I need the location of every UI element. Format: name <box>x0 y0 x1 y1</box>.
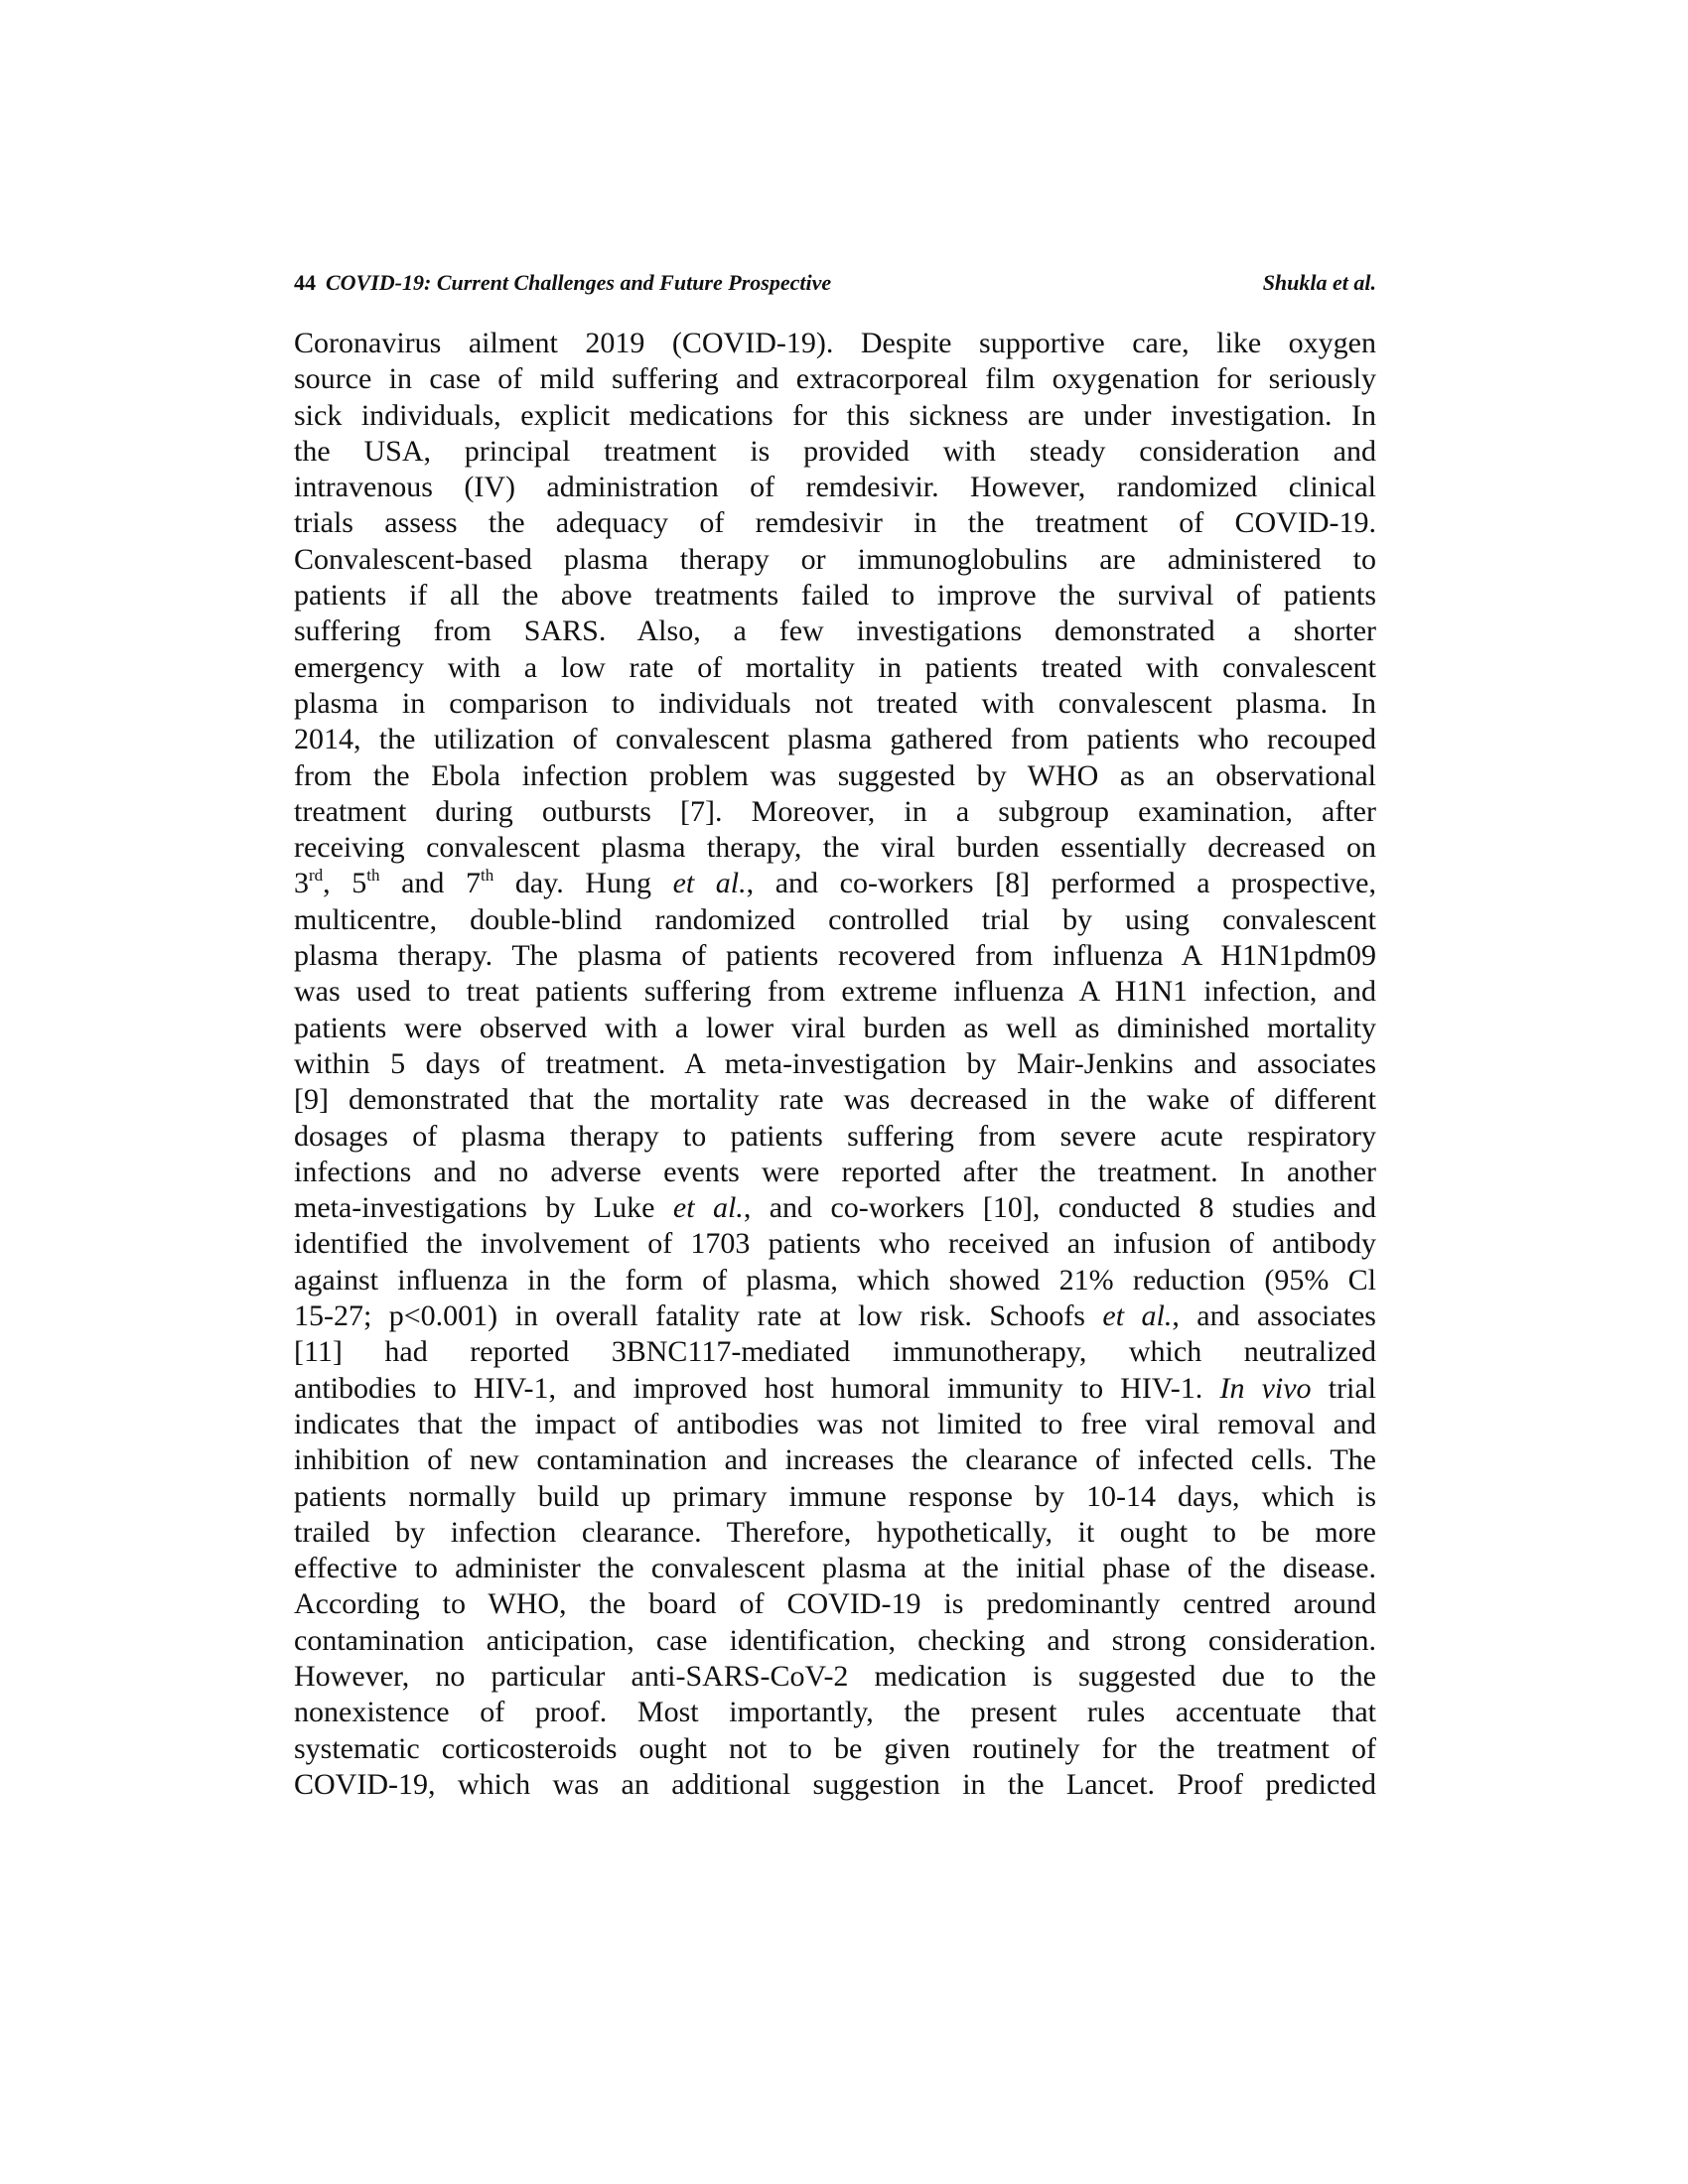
text-run: Coronavirus ailment 2019 (COVID-19). Despite supportive care, like oxygen <box>294 327 1376 359</box>
text-run: source in case of mild suffering and extracorporeal film oxygenation for seriously <box>294 362 1376 396</box>
text-run: nonexistence of proof. Most importantly, the present rules accentuate that <box>294 1696 1376 1729</box>
superscript: rd <box>309 866 324 886</box>
text-line <box>294 614 1376 649</box>
text-run: , and co-workers [10], conducted 8 studies and <box>743 1191 1376 1225</box>
text-line <box>294 974 1376 1010</box>
text-line <box>294 1442 1376 1478</box>
text-run: within 5 days of treatment. A meta-investigation by Mair-Jenkins and associates <box>294 1046 1376 1080</box>
text-run: Convalescent-based plasma therapy or immunoglobulins are administered to <box>294 542 1376 576</box>
text-line <box>294 1623 1376 1659</box>
text-run: day. Hung <box>493 867 673 900</box>
superscript: th <box>366 866 380 886</box>
text-run: indicates that the impact of antibodies was not limited to free viral removal and <box>294 1407 1376 1440</box>
text-line <box>294 650 1376 686</box>
text-line <box>294 758 1376 794</box>
text-line <box>294 1551 1376 1586</box>
text-run: 15-27; p<0.001) in overall fatality rate at low risk. Schoofs <box>294 1299 1103 1333</box>
text-run: receiving convalescent plasma therapy, the viral burden essentially decreased on <box>294 831 1376 865</box>
text-run: contamination anticipation, case identification, checking and strong consideration. <box>294 1623 1376 1657</box>
text-line <box>294 722 1376 757</box>
text-run: emergency with a low rate of mortality in patients treated with convalescent <box>294 650 1376 684</box>
text-run: intravenous (IV) administration of remdesivir. However, randomized clinical <box>294 471 1376 504</box>
text-line <box>294 1407 1376 1442</box>
text-run: was used to treat patients suffering from extreme influenza A H1N1 infection, and <box>294 975 1376 1009</box>
text-run: effective to administer the convalescent plasma at the initial phase of the disease. <box>294 1552 1376 1585</box>
text-run: [9] demonstrated that the mortality rate was decreased in the wake of different <box>294 1083 1376 1117</box>
text-run: However, no particular anti-SARS-CoV-2 medication is suggested due to the <box>294 1659 1376 1693</box>
text-line <box>294 938 1376 974</box>
text-run: trial <box>1311 1371 1377 1405</box>
text-line <box>294 1334 1376 1370</box>
text-run: According to WHO, the board of COVID-19 is predominantly centred around <box>294 1587 1376 1621</box>
body-text <box>294 326 1376 1803</box>
text-run: , 5 <box>323 867 367 900</box>
italic-text: et al. <box>672 867 747 900</box>
text-run: antibodies to HIV-1, and improved host humoral immunity to HIV-1. <box>294 1371 1220 1405</box>
text-run: patients normally build up primary immune response by 10-14 days, which is <box>294 1479 1376 1513</box>
italic-text: In vivo <box>1219 1371 1312 1405</box>
text-line <box>294 1046 1376 1082</box>
text-line <box>294 686 1376 722</box>
text-run: dosages of plasma therapy to patients suffering from severe acute respiratory <box>294 1119 1376 1153</box>
text-line <box>294 326 1376 361</box>
text-line <box>294 361 1376 397</box>
text-line <box>294 1479 1376 1515</box>
text-run: identified the involvement of 1703 patients who received an infusion of antibody <box>294 1227 1376 1261</box>
superscript: th <box>481 866 494 886</box>
text-run: trials assess the adequacy of remdesivir in the treatment of COVID-19. <box>294 506 1376 540</box>
italic-text: et al. <box>672 1191 744 1225</box>
text-line <box>294 578 1376 614</box>
text-line <box>294 1515 1376 1551</box>
author-credit: Shukla et al. <box>1262 270 1376 295</box>
text-run: plasma therapy. The plasma of patients recovered from influenza A H1N1pdm09 <box>294 939 1376 973</box>
book-title: COVID-19: Current Challenges and Future Prospective <box>326 270 832 295</box>
text-run: [11] had reported 3BNC117-mediated immunotherapy, which neutralized <box>294 1335 1376 1369</box>
text-line <box>294 1155 1376 1190</box>
text-run: , and co-workers [8] performed a prospective, <box>746 867 1376 900</box>
text-line <box>294 830 1376 866</box>
text-line <box>294 470 1376 505</box>
text-line <box>294 1371 1376 1407</box>
text-run: COVID-19, which was an additional suggestion in the Lancet. Proof predicted <box>294 1767 1376 1801</box>
text-line <box>294 1767 1376 1803</box>
italic-text: et al. <box>1102 1299 1173 1333</box>
text-run: systematic corticosteroids ought not to be given routinely for the treatment of <box>294 1731 1376 1765</box>
text-run: treatment during outbursts [7]. Moreover, in a subgroup examination, after <box>294 794 1376 828</box>
text-run: multicentre, double-blind randomized controlled trial by using convalescent <box>294 902 1376 936</box>
text-run: 3 <box>294 867 309 900</box>
text-run: trailed by infection clearance. Therefore, hypothetically, it ought to be more <box>294 1515 1376 1549</box>
text-line <box>294 866 1376 901</box>
text-line <box>294 1119 1376 1155</box>
text-run: 2014, the utilization of convalescent plasma gathered from patients who recouped <box>294 723 1376 756</box>
text-run: sick individuals, explicit medications for this sickness are under investigation. In <box>294 398 1376 432</box>
text-line <box>294 1226 1376 1262</box>
text-run: patients were observed with a lower viral burden as well as diminished mortality <box>294 1011 1376 1044</box>
text-line <box>294 902 1376 938</box>
running-header <box>294 270 1376 302</box>
text-line <box>294 1586 1376 1622</box>
text-run: meta-investigations by Luke <box>294 1191 673 1225</box>
text-line <box>294 1082 1376 1118</box>
text-run: from the Ebola infection problem was suggested by WHO as an observational <box>294 758 1376 792</box>
text-run: infections and no adverse events were reported after the treatment. In another <box>294 1155 1376 1188</box>
text-line <box>294 505 1376 541</box>
text-line <box>294 1731 1376 1767</box>
text-line <box>294 1263 1376 1298</box>
text-run: patients if all the above treatments failed to improve the survival of patients <box>294 579 1376 613</box>
text-run: against influenza in the form of plasma, which showed 21% reduction (95% Cl <box>294 1263 1376 1297</box>
text-line <box>294 1695 1376 1730</box>
text-line <box>294 1298 1376 1334</box>
text-line <box>294 434 1376 470</box>
text-line <box>294 1190 1376 1226</box>
text-line <box>294 1659 1376 1695</box>
text-line <box>294 542 1376 578</box>
text-run: plasma in comparison to individuals not treated with convalescent plasma. In <box>294 686 1376 720</box>
text-line <box>294 398 1376 434</box>
text-run: inhibition of new contamination and increases the clearance of infected cells. The <box>294 1443 1376 1477</box>
text-line <box>294 794 1376 830</box>
text-run: suffering from SARS. Also, a few investigations demonstrated a shorter <box>294 614 1376 648</box>
text-line <box>294 1011 1376 1046</box>
page-number: 44 <box>294 270 316 295</box>
text-run: , and associates <box>1172 1299 1376 1333</box>
text-run: the USA, principal treatment is provided with steady consideration and <box>294 434 1376 468</box>
text-run: and 7 <box>379 867 482 900</box>
